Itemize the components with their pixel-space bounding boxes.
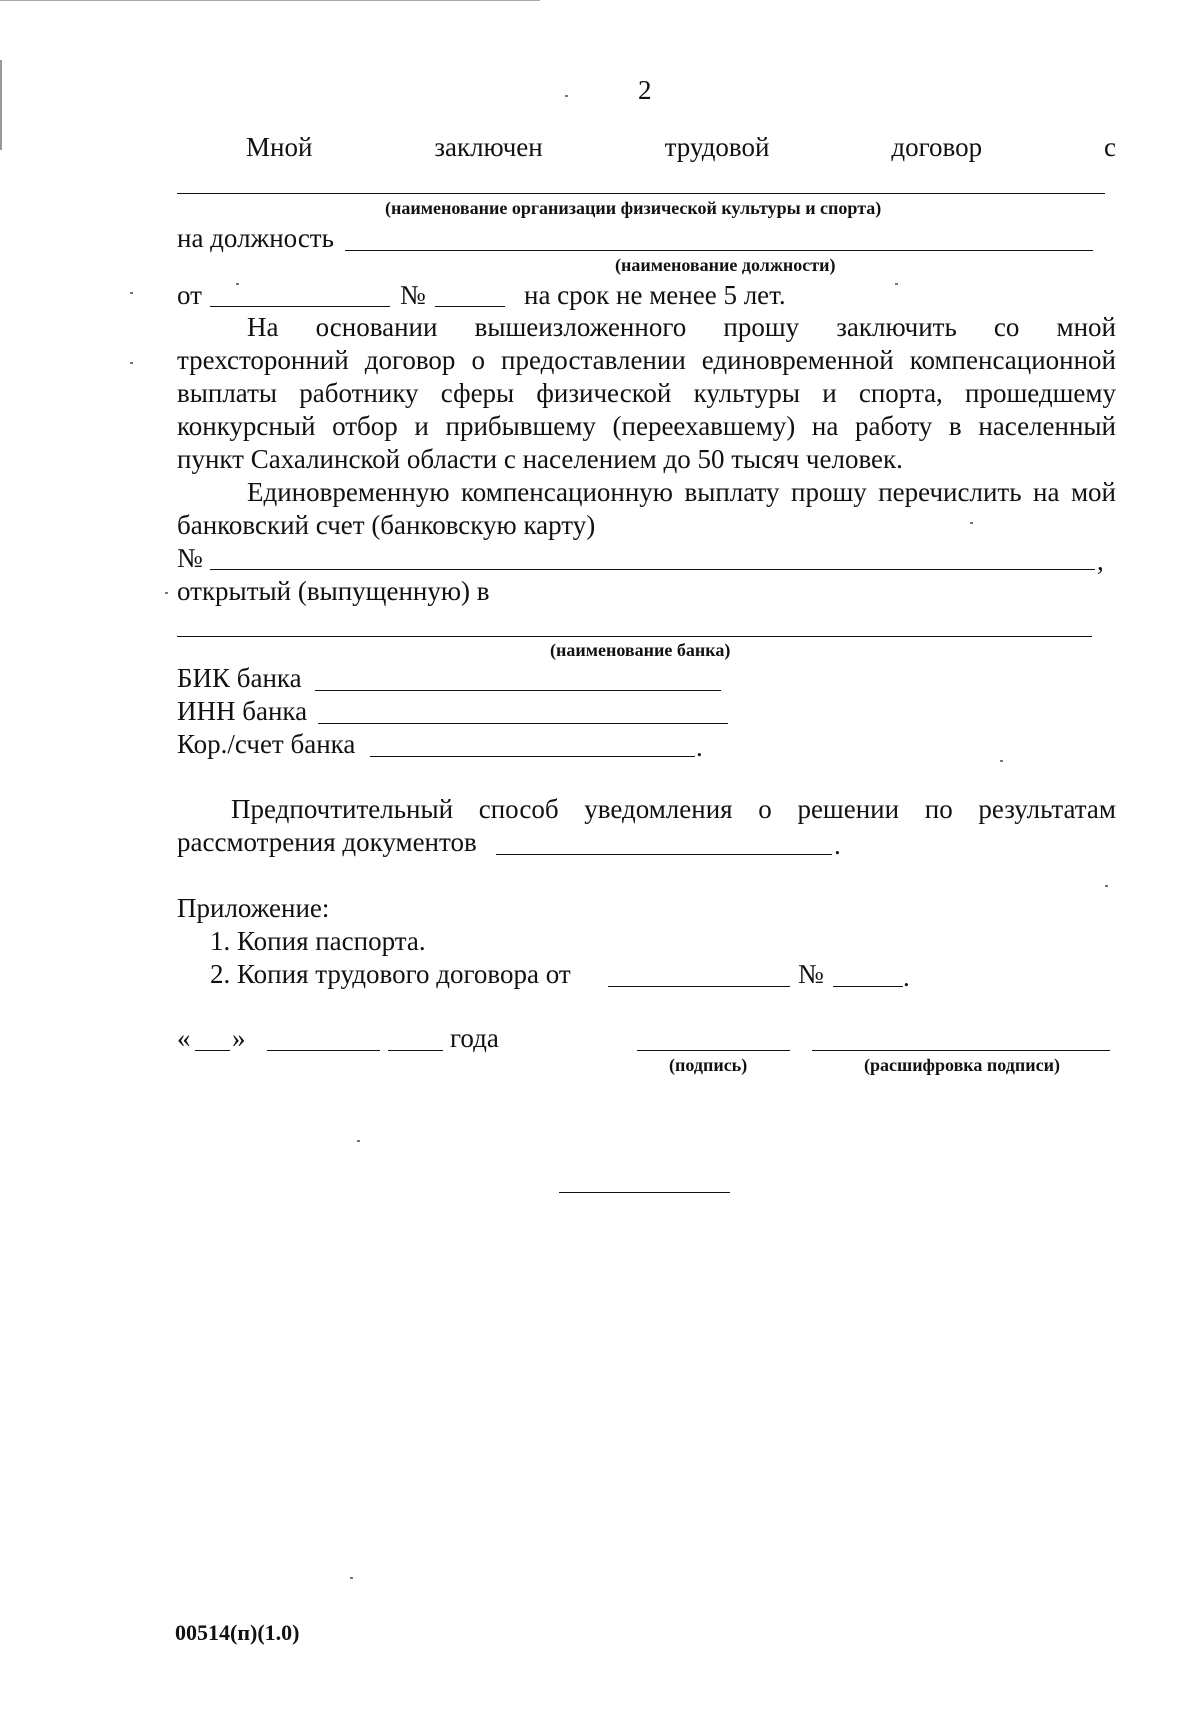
contract-word: с <box>1103 132 1116 162</box>
notification-line-1: Предпочтительный способ уведомления о решении по результатам <box>231 794 1116 824</box>
attachment-item-2-end: . <box>903 962 910 992</box>
position-blank[interactable] <box>345 250 1093 251</box>
date-year-blank[interactable] <box>388 1050 443 1051</box>
corr-account-label: Кор./счет банка <box>177 729 356 759</box>
bik-label: БИК банка <box>177 663 302 693</box>
scan-speck <box>357 1140 360 1142</box>
scan-speck <box>350 1577 353 1579</box>
scan-top-edge <box>0 0 540 1</box>
from-label: от <box>177 280 202 310</box>
signature-caption: (подпись) <box>669 1055 748 1075</box>
date-quote-open: « <box>177 1023 191 1053</box>
request-line-1: На основании вышеизложенного прошу заключить со мной <box>247 312 1116 342</box>
signature-decode-caption: (расшифровка подписи) <box>864 1055 1060 1075</box>
notification-end: . <box>834 830 841 860</box>
attachment-contract-date-blank[interactable] <box>608 986 790 987</box>
request-line-4: конкурсный отбор и прибывшему (переехавшему) на работу в населенный <box>177 411 1116 441</box>
contract-number-sign: № <box>400 280 426 310</box>
opened-in-label: открытый (выпущенную) в <box>177 576 490 606</box>
date-quote-close: » <box>232 1023 246 1053</box>
scan-speck <box>1105 885 1108 887</box>
attachment-number-sign: № <box>798 959 824 989</box>
attachment-item-1: 1. Копия паспорта. <box>210 926 426 956</box>
position-caption: (наименование должности) <box>615 255 836 275</box>
scan-speck <box>165 592 168 594</box>
bank-name-blank[interactable] <box>177 636 1092 637</box>
signature-blank[interactable] <box>637 1050 790 1051</box>
scan-speck <box>895 283 898 285</box>
attachment-item-2: 2. Копия трудового договора от <box>210 959 571 989</box>
scan-speck <box>1000 760 1003 762</box>
payment-line-2: банковский счет (банковскую карту) <box>177 510 596 540</box>
contract-number-blank[interactable] <box>435 306 505 307</box>
notification-line-2: рассмотрения документов <box>177 827 477 857</box>
attachments-title: Приложение: <box>177 893 330 923</box>
contract-date-blank[interactable] <box>210 306 390 307</box>
date-day-blank[interactable] <box>195 1050 230 1051</box>
page-number: 2 <box>638 75 652 105</box>
account-number-sign: № <box>177 543 203 573</box>
contract-word: заключен <box>434 132 543 162</box>
request-line-3: выплаты работнику сферы физической культуры и спорта, прошедшему <box>177 378 1116 408</box>
scan-edge-mark <box>0 60 2 150</box>
account-comma: , <box>1097 546 1104 576</box>
bik-blank[interactable] <box>315 690 721 691</box>
position-label: на должность <box>177 223 334 253</box>
corr-account-end: . <box>696 732 703 762</box>
attachment-number-blank[interactable] <box>833 986 903 987</box>
scan-speck <box>565 95 568 97</box>
request-line-5: пункт Сахалинской области с населением до 50 тысяч человек. <box>177 444 903 474</box>
year-word: года <box>450 1023 499 1053</box>
term-text: на срок не менее 5 лет. <box>524 280 786 310</box>
corr-account-blank[interactable] <box>370 756 695 757</box>
scan-speck <box>130 292 133 294</box>
account-number-blank[interactable] <box>210 569 1095 570</box>
scan-speck <box>970 522 973 524</box>
request-line-2: трехсторонний договор о предоставлении единовременной компенсационной <box>177 345 1116 375</box>
organization-caption: (наименование организации физической культуры и спорта) <box>385 198 882 218</box>
scan-speck <box>236 283 239 285</box>
inn-blank[interactable] <box>318 723 728 724</box>
contract-word: трудовой <box>664 132 770 162</box>
document-code: 00514(п)(1.0) <box>175 1620 300 1645</box>
scan-speck <box>130 362 133 364</box>
inn-label: ИНН банка <box>177 696 308 726</box>
signature-decode-blank[interactable] <box>812 1050 1110 1051</box>
contract-word: Мной <box>246 132 313 162</box>
date-month-blank[interactable] <box>267 1050 380 1051</box>
organization-blank[interactable] <box>177 193 1105 194</box>
payment-line-1: Единовременную компенсационную выплату прошу перечислить на мой <box>247 477 1116 507</box>
bank-name-caption: (наименование банка) <box>550 640 731 660</box>
contract-word: договор <box>891 132 983 162</box>
end-separator <box>559 1192 730 1193</box>
contract-intro-line <box>246 131 1116 163</box>
notification-method-blank[interactable] <box>496 854 832 855</box>
